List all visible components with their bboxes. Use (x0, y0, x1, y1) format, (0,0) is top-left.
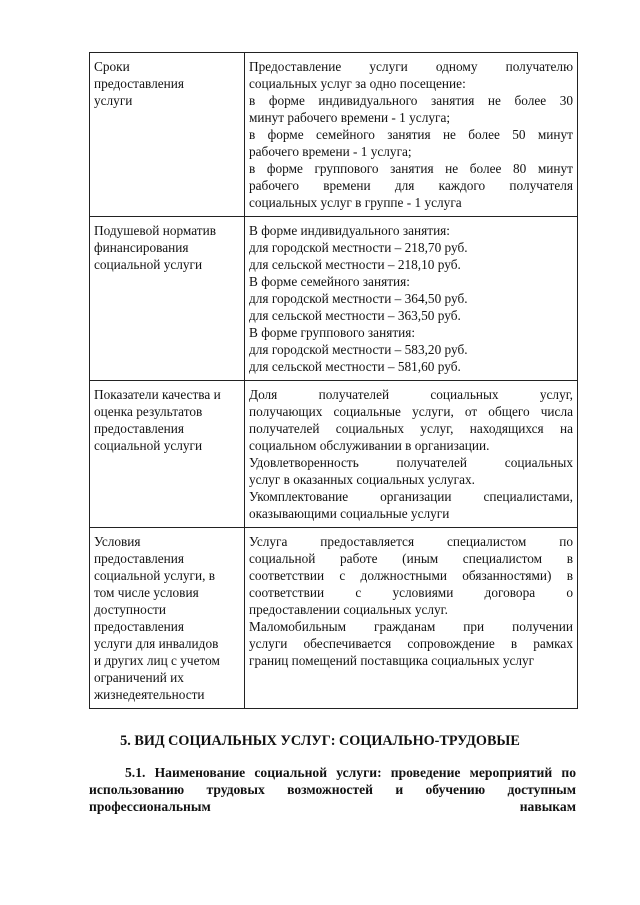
value-line: соответствии с условиями договора о (249, 585, 573, 600)
row-value (245, 381, 578, 528)
table-row-funding (90, 217, 578, 381)
subsection-line: профессиональным навыкам (89, 799, 576, 814)
label-line: жизнедеятельности (94, 687, 205, 702)
value-line: для сельской местности – 581,60 руб. (249, 359, 461, 374)
value-line: для городской местности – 583,20 руб. (249, 342, 468, 357)
section-title: 5. ВИД СОЦИАЛЬНЫХ УСЛУГ: СОЦИАЛЬНО-ТРУДОВЫЕ (120, 733, 520, 749)
value-line: предоставлении социальных услуг. (249, 602, 448, 617)
value-line: в форме индивидуального занятия не более 30 (249, 93, 573, 108)
row-label (90, 381, 245, 528)
subsection-line: 5.1. Наименование социальной услуги: проведение мероприятий по (125, 765, 576, 780)
value-line: социальном обслуживании в организации. (249, 438, 490, 453)
subsection-heading (89, 764, 576, 815)
row-label (90, 217, 245, 381)
row-value (245, 53, 578, 217)
label-line: Сроки (94, 59, 130, 74)
value-line: соответствии с должностными обязанностями) в (249, 568, 573, 583)
label-line: предоставления (94, 619, 185, 634)
value-line: Укомплектование организации специалистами, (249, 489, 573, 504)
row-label (90, 528, 245, 709)
value-line: социальных услуг за одно посещение: (249, 76, 466, 91)
value-line: Удовлетворенность получателей социальных (249, 455, 573, 470)
label-line: Условия (94, 534, 141, 549)
label-line: социальной услуги, в (94, 568, 216, 583)
label-line: социальной услуги (94, 257, 203, 272)
service-table (89, 52, 578, 709)
table-row-conditions (90, 528, 578, 709)
label-line: и других лиц с учетом (94, 653, 220, 668)
label-line: предоставления (94, 421, 185, 436)
value-line: В форме группового занятия: (249, 325, 416, 340)
label-line: ограничений их (94, 670, 184, 685)
label-line: предоставления (94, 551, 185, 566)
value-line: рабочего времени для каждого получателя (249, 178, 573, 193)
table-row-deadlines (90, 53, 578, 217)
value-line: для городской местности – 218,70 руб. (249, 240, 468, 255)
table-row-quality (90, 381, 578, 528)
value-line: для сельской местности – 363,50 руб. (249, 308, 461, 323)
value-line: минут рабочего времени - 1 услуга; (249, 110, 451, 125)
value-line: Услуга предоставляется специалистом по (249, 534, 573, 549)
label-line: Показатели качества и (94, 387, 221, 402)
label-line: социальной услуги (94, 438, 203, 453)
value-line: для сельской местности – 218,10 руб. (249, 257, 461, 272)
label-line: финансирования (94, 240, 189, 255)
label-line: предоставления (94, 76, 185, 91)
value-line: В форме семейного занятия: (249, 274, 410, 289)
value-line: в форме семейного занятия не более 50 минут (249, 127, 573, 142)
subsection-line: использованию трудовых возможностей и обучению доступным (89, 782, 576, 797)
value-line: в форме группового занятия не более 80 минут (249, 161, 573, 176)
value-line: В форме индивидуального занятия: (249, 223, 450, 238)
value-line: получающих социальные услуги, от общего числа (249, 404, 573, 419)
value-line: социальной работе (иным специалистом в (249, 551, 573, 566)
value-line: услуг в оказанных социальных услугах. (249, 472, 476, 487)
row-value (245, 217, 578, 381)
value-line: для городской местности – 364,50 руб. (249, 291, 468, 306)
label-line: оценка результатов (94, 404, 203, 419)
value-line: рабочего времени - 1 услуга; (249, 144, 412, 159)
value-line: получателей социальных услуг, находящихся на (249, 421, 573, 436)
row-label (90, 53, 245, 217)
label-line: доступности (94, 602, 166, 617)
label-line: Подушевой норматив (94, 223, 216, 238)
label-line: том числе условия (94, 585, 199, 600)
value-line: Доля получателей социальных услуг, (249, 387, 573, 402)
value-line: Маломобильным гражданам при получении (249, 619, 573, 634)
value-line: Предоставление услуги одному получателю (249, 59, 573, 74)
value-line: оказывающими социальные услуги (249, 506, 450, 521)
value-line: границ помещений поставщика социальных услуг (249, 653, 535, 668)
row-value (245, 528, 578, 709)
value-line: услуги обеспечивается сопровождение в рамках (249, 636, 573, 651)
label-line: услуги для инвалидов (94, 636, 219, 651)
value-line: социальных услуг в группе - 1 услуга (249, 195, 462, 210)
label-line: услуги (94, 93, 133, 108)
